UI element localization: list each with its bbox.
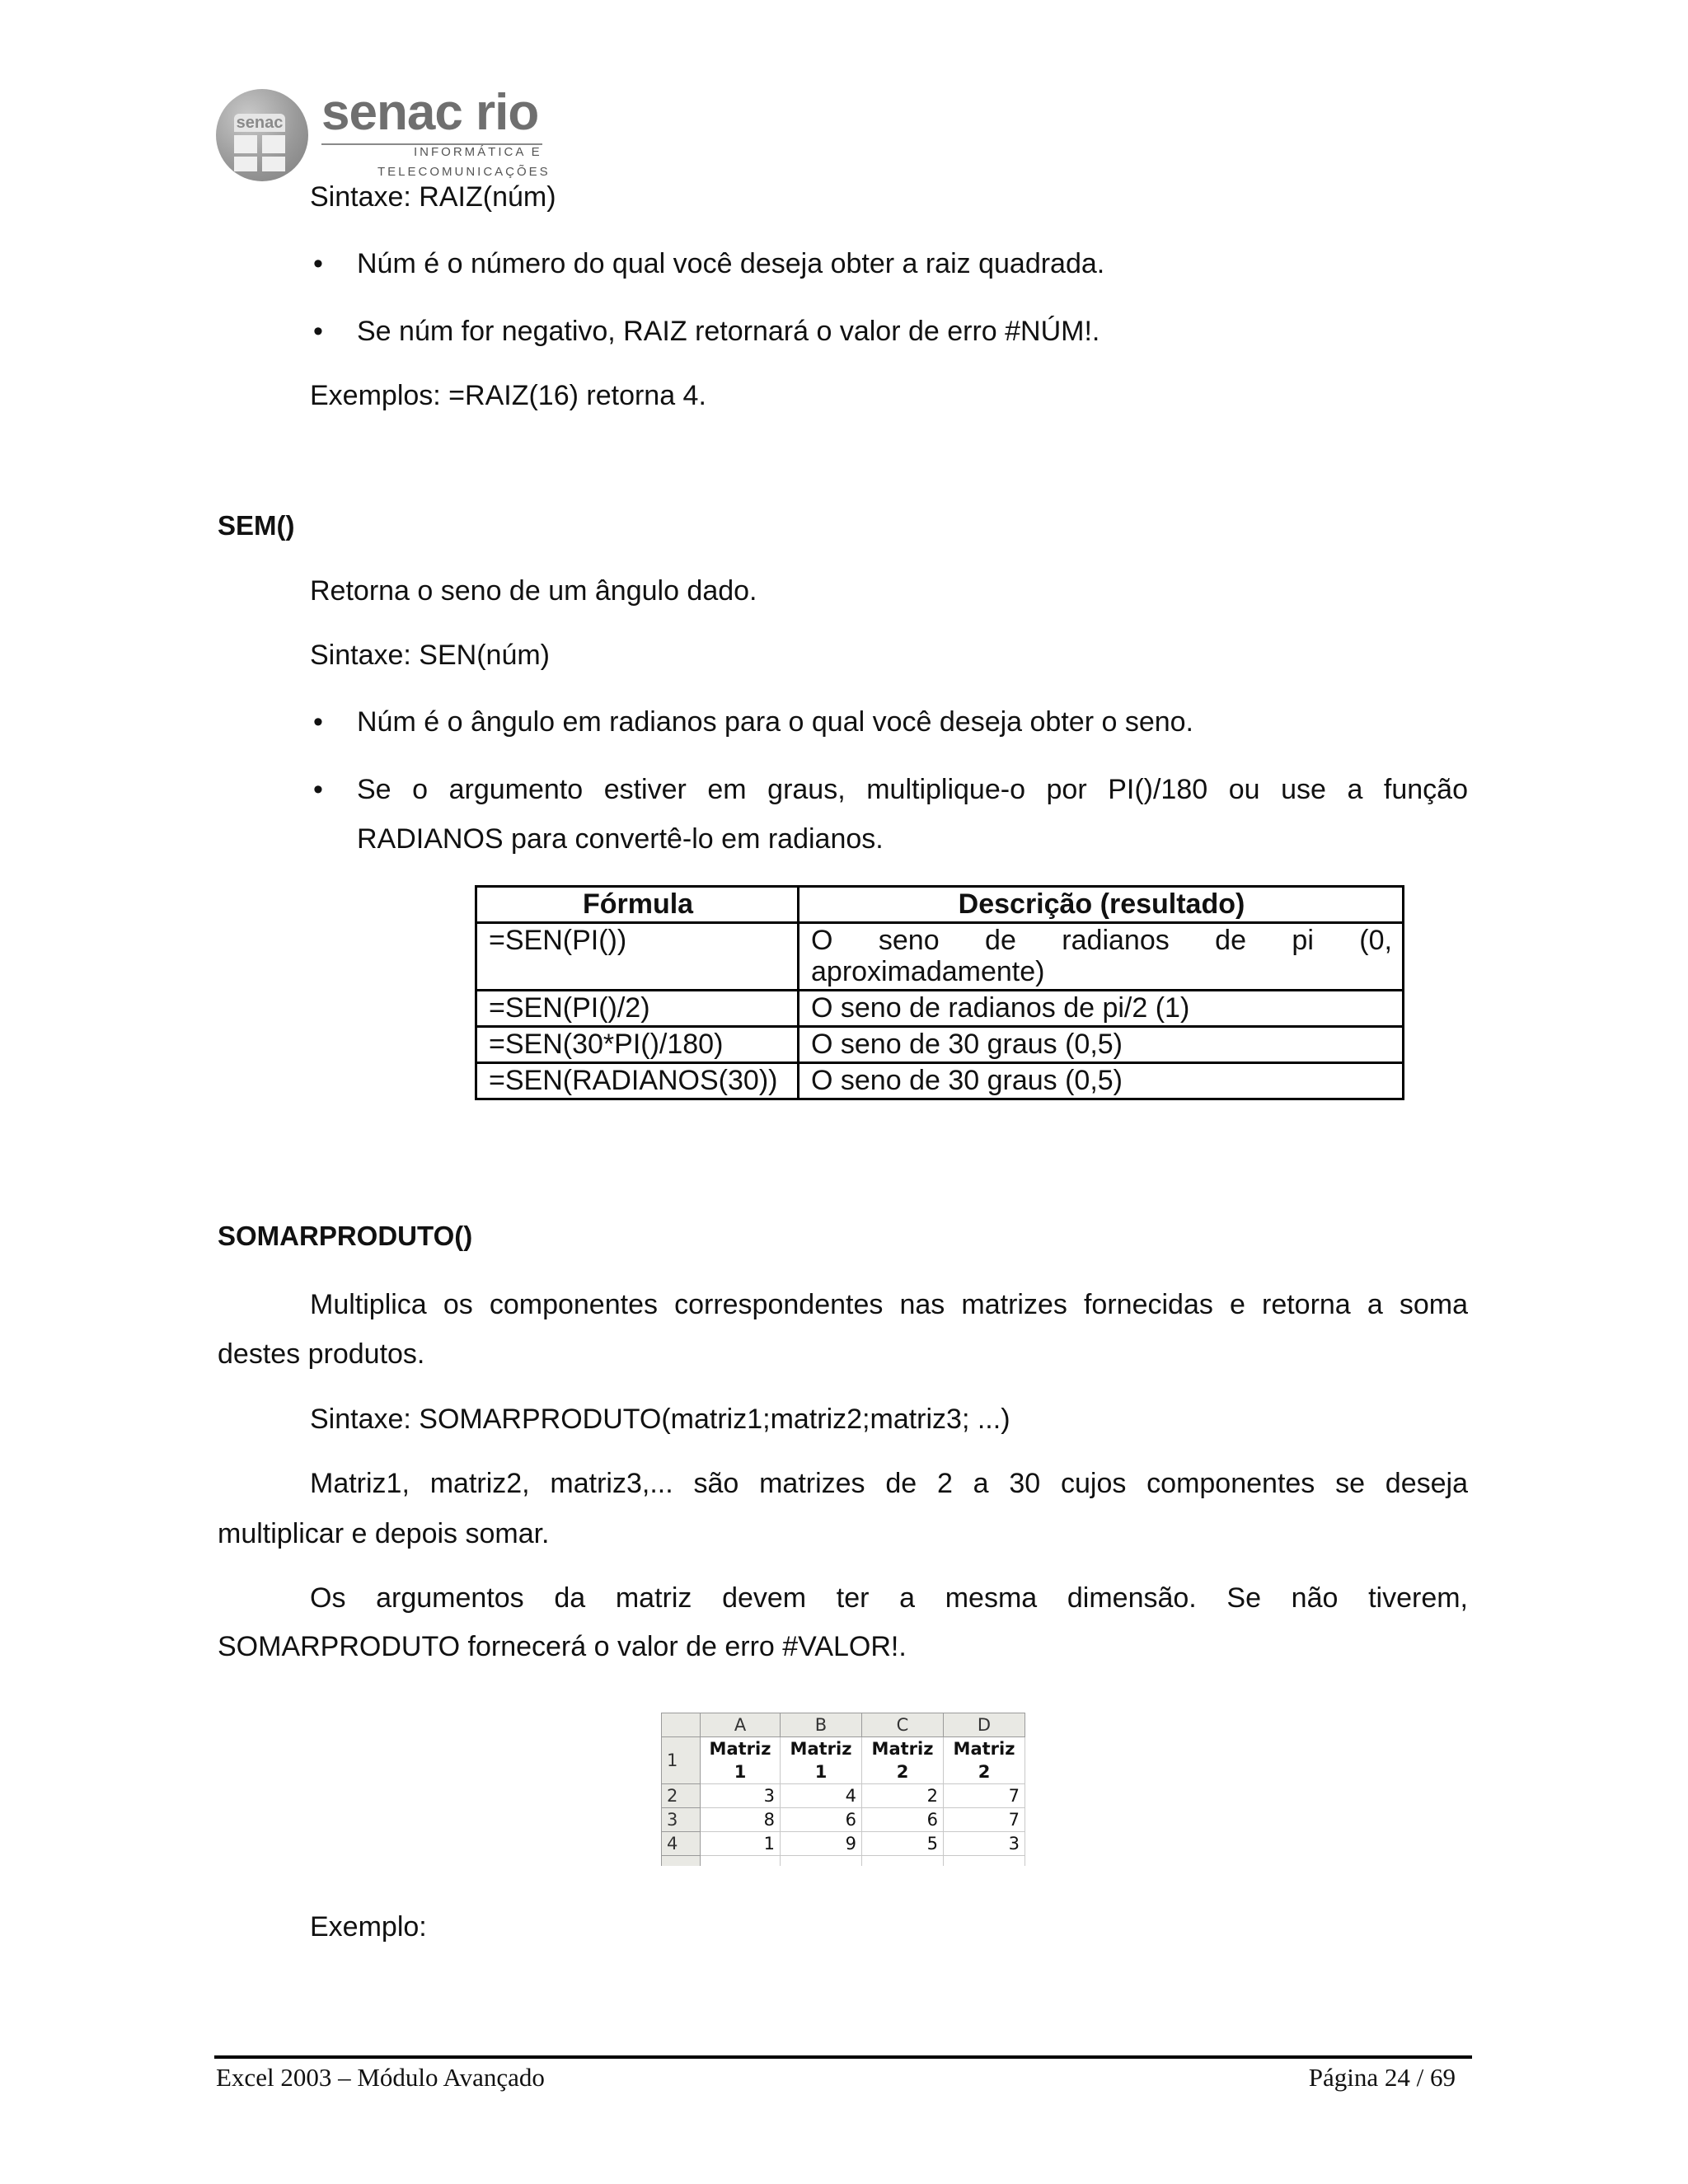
sheet-cell: Matriz 2 [944, 1737, 1025, 1784]
sheet-row [662, 1737, 1025, 1784]
bullet-icon: • [313, 248, 323, 279]
corner-cell [662, 1713, 701, 1737]
formula-cell: =SEN(PI()/2) [476, 991, 799, 1027]
somarproduto-heading: SOMARPRODUTO() [218, 1221, 473, 1251]
sheet-cell: 3 [944, 1832, 1025, 1856]
description-cell: O seno de radianos de pi/2 (1) [799, 991, 1404, 1027]
row-number: 2 [662, 1784, 701, 1808]
somarproduto-paragraph-3-line-2: SOMARPRODUTO fornecerá o valor de erro #VALOR!. [218, 1631, 907, 1662]
formula-cell: =SEN(PI()) [476, 923, 799, 991]
logo-name: senac rio [321, 84, 539, 141]
sheet-cell: 9 [781, 1832, 862, 1856]
sheet-cell: 7 [944, 1808, 1025, 1832]
sheet-cell: 8 [701, 1808, 781, 1832]
sheet-cell: Matriz 2 [862, 1737, 944, 1784]
column-header-row [662, 1713, 1025, 1737]
somarproduto-syntax: Sintaxe: SOMARPRODUTO(matriz1;matriz2;matriz3; ...) [310, 1404, 1010, 1435]
sem-bullet-1: Núm é o ângulo em radianos para o qual você deseja obter o seno. [357, 706, 1193, 738]
column-header-formula: Fórmula [476, 887, 799, 923]
senac-rio-logo [216, 84, 562, 181]
sheet-cell: Matriz 1 [701, 1737, 781, 1784]
description-cell: O seno de 30 graus (0,5) [799, 1027, 1404, 1063]
sheet-cell: 2 [862, 1784, 944, 1808]
sheet-row [662, 1832, 1025, 1856]
somarproduto-paragraph-1-line-2: destes produtos. [218, 1338, 425, 1370]
sem-description: Retorna o seno de um ângulo dado. [310, 575, 757, 607]
formula-cell: =SEN(30*PI()/180) [476, 1027, 799, 1063]
raiz-example: Exemplos: =RAIZ(16) retorna 4. [310, 380, 706, 411]
row-number: 1 [662, 1737, 701, 1784]
example-label: Exemplo: [310, 1911, 427, 1943]
sheet-cell: 6 [862, 1808, 944, 1832]
column-header: C [862, 1713, 944, 1737]
column-header: B [781, 1713, 862, 1737]
column-header: A [701, 1713, 781, 1737]
footer-divider [214, 2055, 1472, 2059]
sheet-cell: 3 [701, 1784, 781, 1808]
sheet-cell: 4 [781, 1784, 862, 1808]
raiz-bullet-2: Se núm for negativo, RAIZ retornará o valor de erro #NÚM!. [357, 316, 1100, 347]
sheet-row [662, 1784, 1025, 1808]
somarproduto-paragraph-2-line-1: Matriz1, matriz2, matriz3,... são matrizes de 2 a 30 cujos componentes se deseja [310, 1468, 1468, 1499]
description-cell: O seno de 30 graus (0,5) [799, 1063, 1404, 1099]
table-row [476, 1063, 1404, 1099]
formula-cell: =SEN(RADIANOS(30)) [476, 1063, 799, 1099]
sem-syntax: Sintaxe: SEN(núm) [310, 640, 550, 671]
table-row [476, 1027, 1404, 1063]
logo-badge-text: senac [236, 114, 284, 132]
bullet-icon: • [313, 774, 323, 805]
sheet-row [662, 1808, 1025, 1832]
somarproduto-paragraph-1-line-1: Multiplica os componentes correspondentes nas matrizes fornecidas e retorna a soma [310, 1289, 1468, 1320]
bullet-icon: • [313, 706, 323, 738]
table-row [476, 991, 1404, 1027]
somarproduto-paragraph-3-line-1: Os argumentos da matriz devem ter a mesma dimensão. Se não tiverem, [310, 1582, 1468, 1614]
description-line-2: aproximadamente) [811, 956, 1045, 987]
row-number: 3 [662, 1808, 701, 1832]
sem-heading: SEM() [218, 510, 295, 541]
description-cell [799, 923, 1404, 991]
raiz-bullet-1: Núm é o número do qual você deseja obter a raiz quadrada. [357, 248, 1105, 279]
footer-title: Excel 2003 – Módulo Avançado [216, 2063, 545, 2092]
somarproduto-paragraph-2-line-2: multiplicar e depois somar. [218, 1518, 550, 1549]
bullet-icon: • [313, 316, 323, 347]
spreadsheet-example-image [661, 1713, 1025, 1866]
sheet-cell: Matriz 1 [781, 1737, 862, 1784]
logo-tagline-2: TELECOMUNICAÇÕES [377, 165, 551, 179]
table-header-row [476, 887, 1404, 923]
sheet-cell: 5 [862, 1832, 944, 1856]
page-number: Página 24 / 69 [1308, 2063, 1456, 2092]
raiz-syntax: Sintaxe: RAIZ(núm) [310, 181, 556, 213]
sheet-cell: 1 [701, 1832, 781, 1856]
sem-bullet-2-line-2: RADIANOS para convertê-lo em radianos. [357, 823, 884, 855]
sen-formula-table [475, 885, 1404, 1100]
column-header: D [944, 1713, 1025, 1737]
column-header-description: Descrição (resultado) [799, 887, 1404, 923]
sheet-row-partial [662, 1856, 1025, 1867]
description-line-1: O seno de radianos de pi (0, [811, 925, 1392, 956]
senac-emblem-icon [216, 89, 308, 181]
sheet-cell: 7 [944, 1784, 1025, 1808]
logo-tagline-1: INFORMÁTICA E [414, 145, 542, 159]
row-number: 4 [662, 1832, 701, 1856]
table-row [476, 923, 1404, 991]
sheet-cell: 6 [781, 1808, 862, 1832]
sem-bullet-2-line-1: Se o argumento estiver em graus, multiplique-o por PI()/180 ou use a função [357, 774, 1468, 805]
